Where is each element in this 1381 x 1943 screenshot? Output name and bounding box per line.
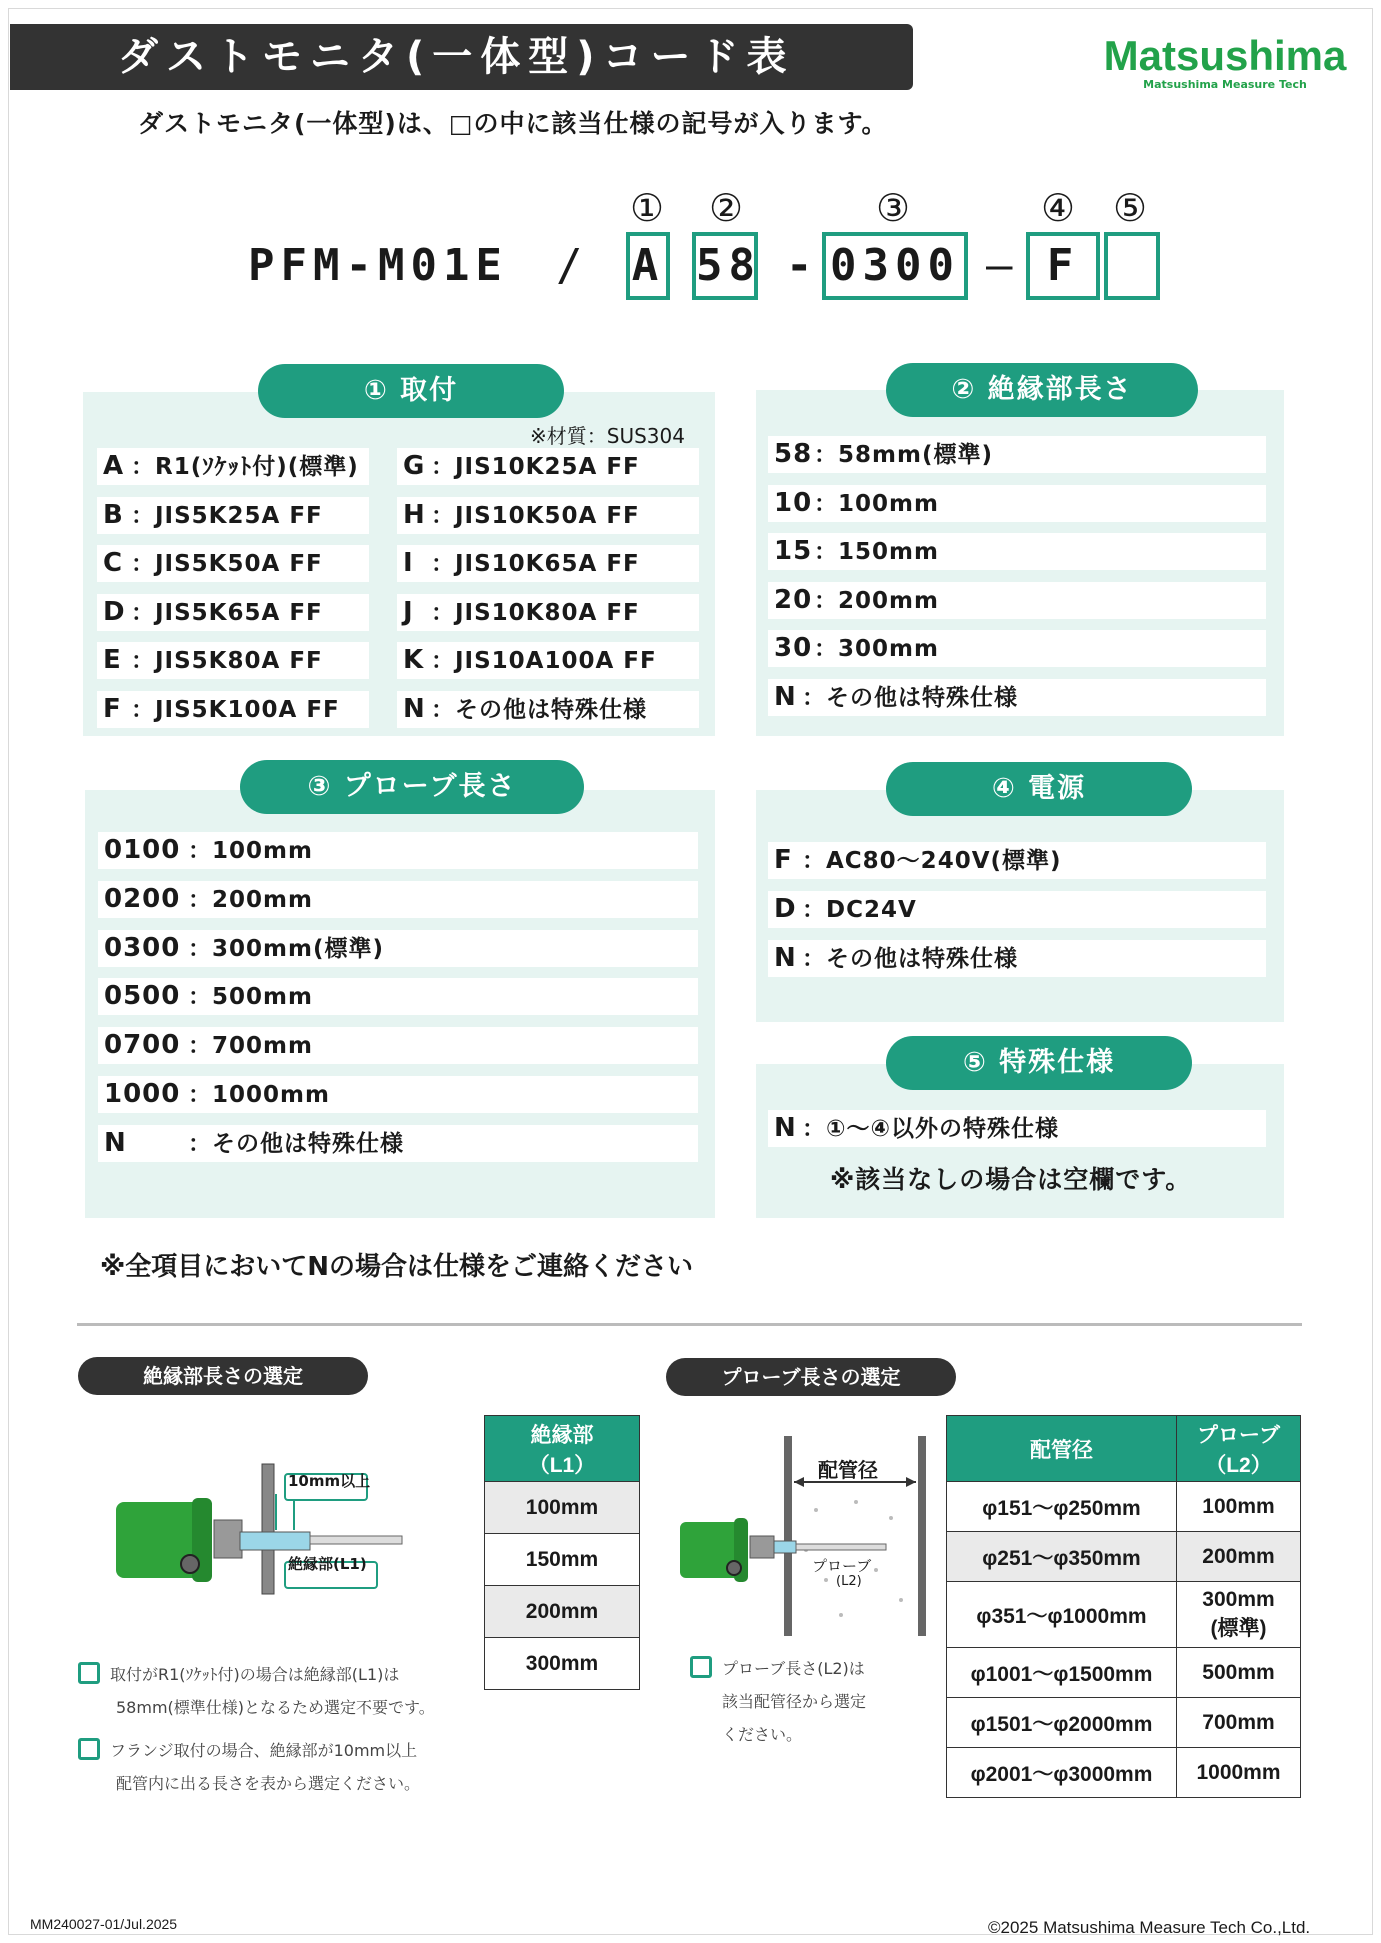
code-number-5: ⑤	[1112, 186, 1148, 230]
code-number-3: ③	[875, 186, 911, 230]
all-items-note: ※全項目においてNの場合は仕様をご連絡ください	[100, 1252, 694, 1282]
code-value: ：その他は特殊仕様	[802, 946, 1018, 972]
code-key: N	[104, 1127, 127, 1158]
code-key: E	[103, 645, 122, 675]
code-box-1: A	[626, 232, 670, 300]
code-value: ：200mm	[814, 587, 939, 614]
code-key: 30	[774, 633, 813, 663]
insulation-table-header: 絶縁部 （L1）	[485, 1416, 640, 1482]
code-value: ：JIS10K50A FF	[431, 502, 640, 529]
list-item	[397, 497, 699, 534]
insulator	[240, 1532, 310, 1550]
company-logo	[1100, 34, 1350, 92]
flange	[262, 1464, 274, 1594]
code-value: ：R1(ｿｹｯﾄ付)(標準)	[131, 454, 359, 480]
page-title: ダストモニタ(一体型)コード表	[10, 24, 913, 90]
code-box-3: 0300	[822, 232, 968, 300]
list-item	[768, 630, 1266, 667]
table-cell: φ251～φ350mm	[947, 1532, 1177, 1582]
logo-name: Matsushima	[1103, 32, 1347, 79]
table-cell: 100mm	[1177, 1482, 1301, 1532]
table-cell: φ351～φ1000mm	[947, 1582, 1177, 1648]
code-key: 58	[774, 439, 813, 469]
code-value: ：AC80～240V(標準)	[802, 848, 1062, 874]
list-item	[768, 485, 1266, 522]
list-item	[768, 842, 1266, 879]
list-item	[98, 978, 698, 1015]
list-item	[97, 545, 369, 582]
probe-diagram	[676, 1430, 938, 1640]
code-key: K	[403, 645, 425, 675]
list-item	[768, 940, 1266, 977]
list-item	[768, 436, 1266, 473]
code-value: ：①～④以外の特殊仕様	[802, 1116, 1059, 1142]
model-dash-1: -	[786, 240, 819, 291]
list-item	[768, 582, 1266, 619]
code-key: N	[774, 943, 797, 973]
list-item	[98, 930, 698, 967]
list-item	[397, 594, 699, 631]
list-item	[768, 533, 1266, 570]
code-value: ：700mm	[188, 1033, 313, 1060]
code-box-4: F	[1026, 232, 1100, 300]
list-item	[98, 1076, 698, 1113]
copyright: ©2025 Matsushima Measure Tech Co.,Ltd.	[988, 1918, 1311, 1937]
code-number-1: ①	[629, 186, 665, 230]
insulation-title: ② 絶縁部長さ	[886, 363, 1198, 417]
probe-notes: プローブ長さ(L2)は 該当配管径から選定 ください。	[690, 1652, 866, 1751]
sensor-fitting	[214, 1520, 242, 1558]
code-key: N	[403, 693, 426, 724]
code-value: ：JIS10K25A FF	[431, 454, 640, 480]
code-value: ：その他は特殊仕様	[802, 684, 1018, 711]
code-value: ：300mm	[814, 636, 939, 662]
code-value: ：500mm	[188, 984, 313, 1011]
list-item	[768, 1110, 1266, 1147]
probe-title: ③ プローブ長さ	[240, 760, 584, 814]
logo-subtitle: Matsushima Measure Tech	[1143, 78, 1307, 91]
list-item	[98, 1027, 698, 1064]
code-value: ：その他は特殊仕様	[188, 1130, 404, 1157]
code-key: 1000	[104, 1078, 181, 1109]
pipe-label: 配管径	[818, 1458, 878, 1482]
l1-label: 絶縁部(L1)	[288, 1555, 367, 1573]
list-item	[768, 679, 1266, 716]
code-number-4: ④	[1040, 186, 1076, 230]
mount-list-right	[397, 448, 699, 739]
code-value: ：JIS5K65A FF	[131, 599, 323, 626]
code-box-2: 58	[692, 232, 758, 300]
code-value: ：300mm(標準)	[188, 935, 384, 962]
l2-label: (L2)	[836, 1574, 862, 1589]
code-value: ：JIS10K80A FF	[431, 599, 640, 626]
code-key: 0200	[104, 883, 181, 914]
table-row: 300mm	[485, 1638, 640, 1690]
check-icon	[690, 1656, 712, 1678]
list-item	[97, 497, 369, 534]
insulation-list	[768, 436, 1266, 727]
list-item	[97, 642, 369, 679]
list-item	[397, 448, 699, 485]
code-value: ：DC24V	[802, 897, 917, 923]
code-value: ：150mm	[814, 539, 939, 565]
code-key: 15	[774, 536, 813, 566]
table-cell: φ1501～φ2000mm	[947, 1698, 1177, 1748]
power-title: ④ 電源	[886, 762, 1192, 816]
table-cell: 700mm	[1177, 1698, 1301, 1748]
code-value: ：JIS5K25A FF	[131, 502, 323, 529]
code-key: 0300	[104, 932, 181, 963]
table-cell: 1000mm	[1177, 1748, 1301, 1798]
code-key: G	[403, 451, 426, 481]
code-value: ：100mm	[814, 490, 939, 517]
probe-table	[946, 1415, 1301, 1798]
code-key: 10	[774, 487, 813, 518]
probe-rod-2	[796, 1544, 886, 1550]
code-key: 0700	[104, 1030, 181, 1061]
probe-rod	[310, 1536, 402, 1544]
code-key: F	[103, 693, 122, 724]
probe-table-header-l2: プローブ （L2）	[1177, 1416, 1301, 1482]
table-cell: φ2001～φ3000mm	[947, 1748, 1177, 1798]
code-value: ：JIS5K100A FF	[131, 696, 340, 723]
table-cell: φ1001～φ1500mm	[947, 1648, 1177, 1698]
insulation-notes: 取付がR1(ｿｹｯﾄ付)の場合は絶縁部(L1)は 58mm(標準仕様)となるため選定不要です。 フランジ取付の場合、絶縁部が10mm以上 配管内に出る長さを表から選定ください。	[78, 1658, 435, 1800]
list-item	[98, 881, 698, 918]
insulation-table	[484, 1415, 640, 1690]
special-list	[768, 1110, 1266, 1158]
table-cell: 500mm	[1177, 1648, 1301, 1698]
code-value: ：その他は特殊仕様	[431, 696, 647, 723]
probe-label: プローブ	[812, 1557, 872, 1575]
code-value: ：JIS10K65A FF	[431, 551, 640, 577]
code-value: ：58mm(標準)	[814, 442, 993, 468]
table-cell: φ151～φ250mm	[947, 1482, 1177, 1532]
check-icon	[78, 1738, 100, 1760]
code-value: ：100mm	[188, 838, 313, 864]
list-item	[97, 448, 369, 485]
list-item	[397, 691, 699, 728]
list-item	[98, 1125, 698, 1162]
probe-list	[98, 832, 698, 1174]
special-note: ※該当なしの場合は空欄です。	[830, 1165, 1192, 1194]
code-value: ：JIS10A100A FF	[431, 648, 657, 674]
code-key: 20	[774, 584, 813, 615]
divider	[77, 1323, 1302, 1326]
code-key: 0100	[104, 835, 181, 865]
table-cell: 300mm (標準)	[1177, 1582, 1301, 1648]
pipe-wall-left	[784, 1436, 792, 1636]
table-row: 150mm	[485, 1534, 640, 1586]
list-item	[397, 545, 699, 582]
code-value: ：1000mm	[188, 1081, 330, 1108]
probe-table-header-pipe: 配管径	[947, 1416, 1177, 1482]
gap-label: 10mm以上	[288, 1472, 371, 1490]
code-box-5	[1104, 232, 1160, 300]
code-key: A	[103, 451, 125, 481]
table-row: 100mm	[485, 1482, 640, 1534]
model-prefix: PFM-M01E	[248, 240, 508, 291]
check-icon	[78, 1662, 100, 1684]
list-item	[97, 691, 369, 728]
code-key: B	[103, 499, 124, 530]
list-item	[97, 594, 369, 631]
code-value: ：200mm	[188, 886, 313, 913]
code-key: C	[103, 548, 124, 578]
code-key: N	[774, 1113, 797, 1143]
code-value: ：JIS5K50A FF	[131, 551, 323, 577]
code-key: F	[774, 845, 793, 875]
list-item	[768, 891, 1266, 928]
table-cell: 200mm	[1177, 1532, 1301, 1582]
table-row: 200mm	[485, 1586, 640, 1638]
code-value: ：JIS5K80A FF	[131, 648, 323, 674]
code-key: D	[103, 596, 126, 627]
code-key: 0500	[104, 981, 181, 1012]
model-slash: /	[556, 240, 589, 291]
code-number-2: ②	[708, 186, 744, 230]
model-dash-2: –	[986, 240, 1019, 291]
cable-gland	[181, 1555, 199, 1573]
mount-material-note: ※材質：SUS304	[530, 424, 685, 448]
power-list	[768, 842, 1266, 989]
probe-select-title: プローブ長さの選定	[666, 1358, 956, 1396]
code-key: N	[774, 681, 797, 712]
intro-text: ダストモニタ(一体型)は、□の中に該当仕様の記号が入ります。	[138, 109, 888, 138]
code-key: H	[403, 499, 426, 530]
pipe-wall-right	[918, 1436, 926, 1636]
mount-list-left	[97, 448, 369, 739]
insulation-select-title: 絶縁部長さの選定	[78, 1357, 368, 1395]
list-item	[98, 832, 698, 869]
list-item	[397, 642, 699, 679]
code-key: D	[774, 894, 797, 924]
doc-number: MM240027-01/Jul.2025	[30, 1916, 178, 1932]
code-key: I	[403, 548, 414, 578]
special-title: ⑤ 特殊仕様	[886, 1036, 1192, 1090]
mount-title: ① 取付	[258, 364, 564, 418]
code-key: J	[403, 596, 414, 627]
